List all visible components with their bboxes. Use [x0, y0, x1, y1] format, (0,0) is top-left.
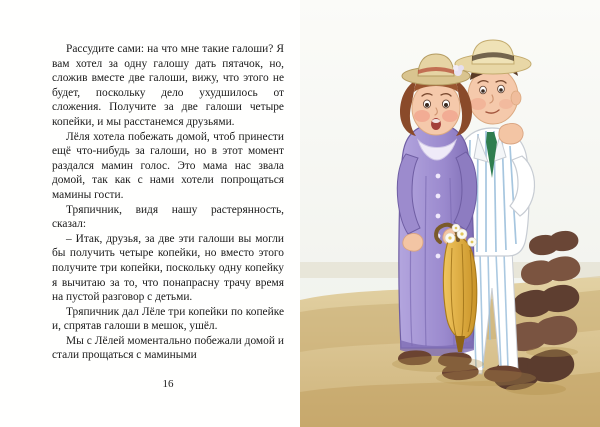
illustration: [300, 0, 600, 427]
paragraph: Тряпичник дал Лёле три копейки по копейке и, спрятав галоши в мешок, ушёл.: [52, 305, 284, 333]
paragraph: Рассудите сами: на что мне такие галоши? Я вам хотел за одну галошу дать пятачок, но, сложив вместе две галоши, вижу, что этого не будет, поскольку дело ухудшилось от сложения. Получите за две галоши четыре копейки, и мы расстанемся друзьями.: [52, 43, 284, 128]
paragraph: Тряпичник, видя нашу растерянность, сказал:: [52, 203, 284, 231]
text-column: [52, 42, 284, 363]
paragraph: Мы с Лёлей моментально побежали домой и стали прощаться с мамиными: [52, 334, 284, 362]
paragraph: – Итак, друзья, за две эти галоши вы могли бы получить четыре копейки, но вместо этого получите три копейки, поскольку одну копейку я вычитаю за то, что понапрасну трачу время на пустой разговор с детьми.: [52, 232, 284, 304]
paragraph: Лёля хотела побежать домой, чтоб принести ещё что-нибудь за галоши, но в этот момент раздался мамин голос. Это мама нас звала домой, так как с нами хотели попрощаться мамины гости.: [52, 130, 284, 201]
page-number: 16: [162, 378, 174, 390]
